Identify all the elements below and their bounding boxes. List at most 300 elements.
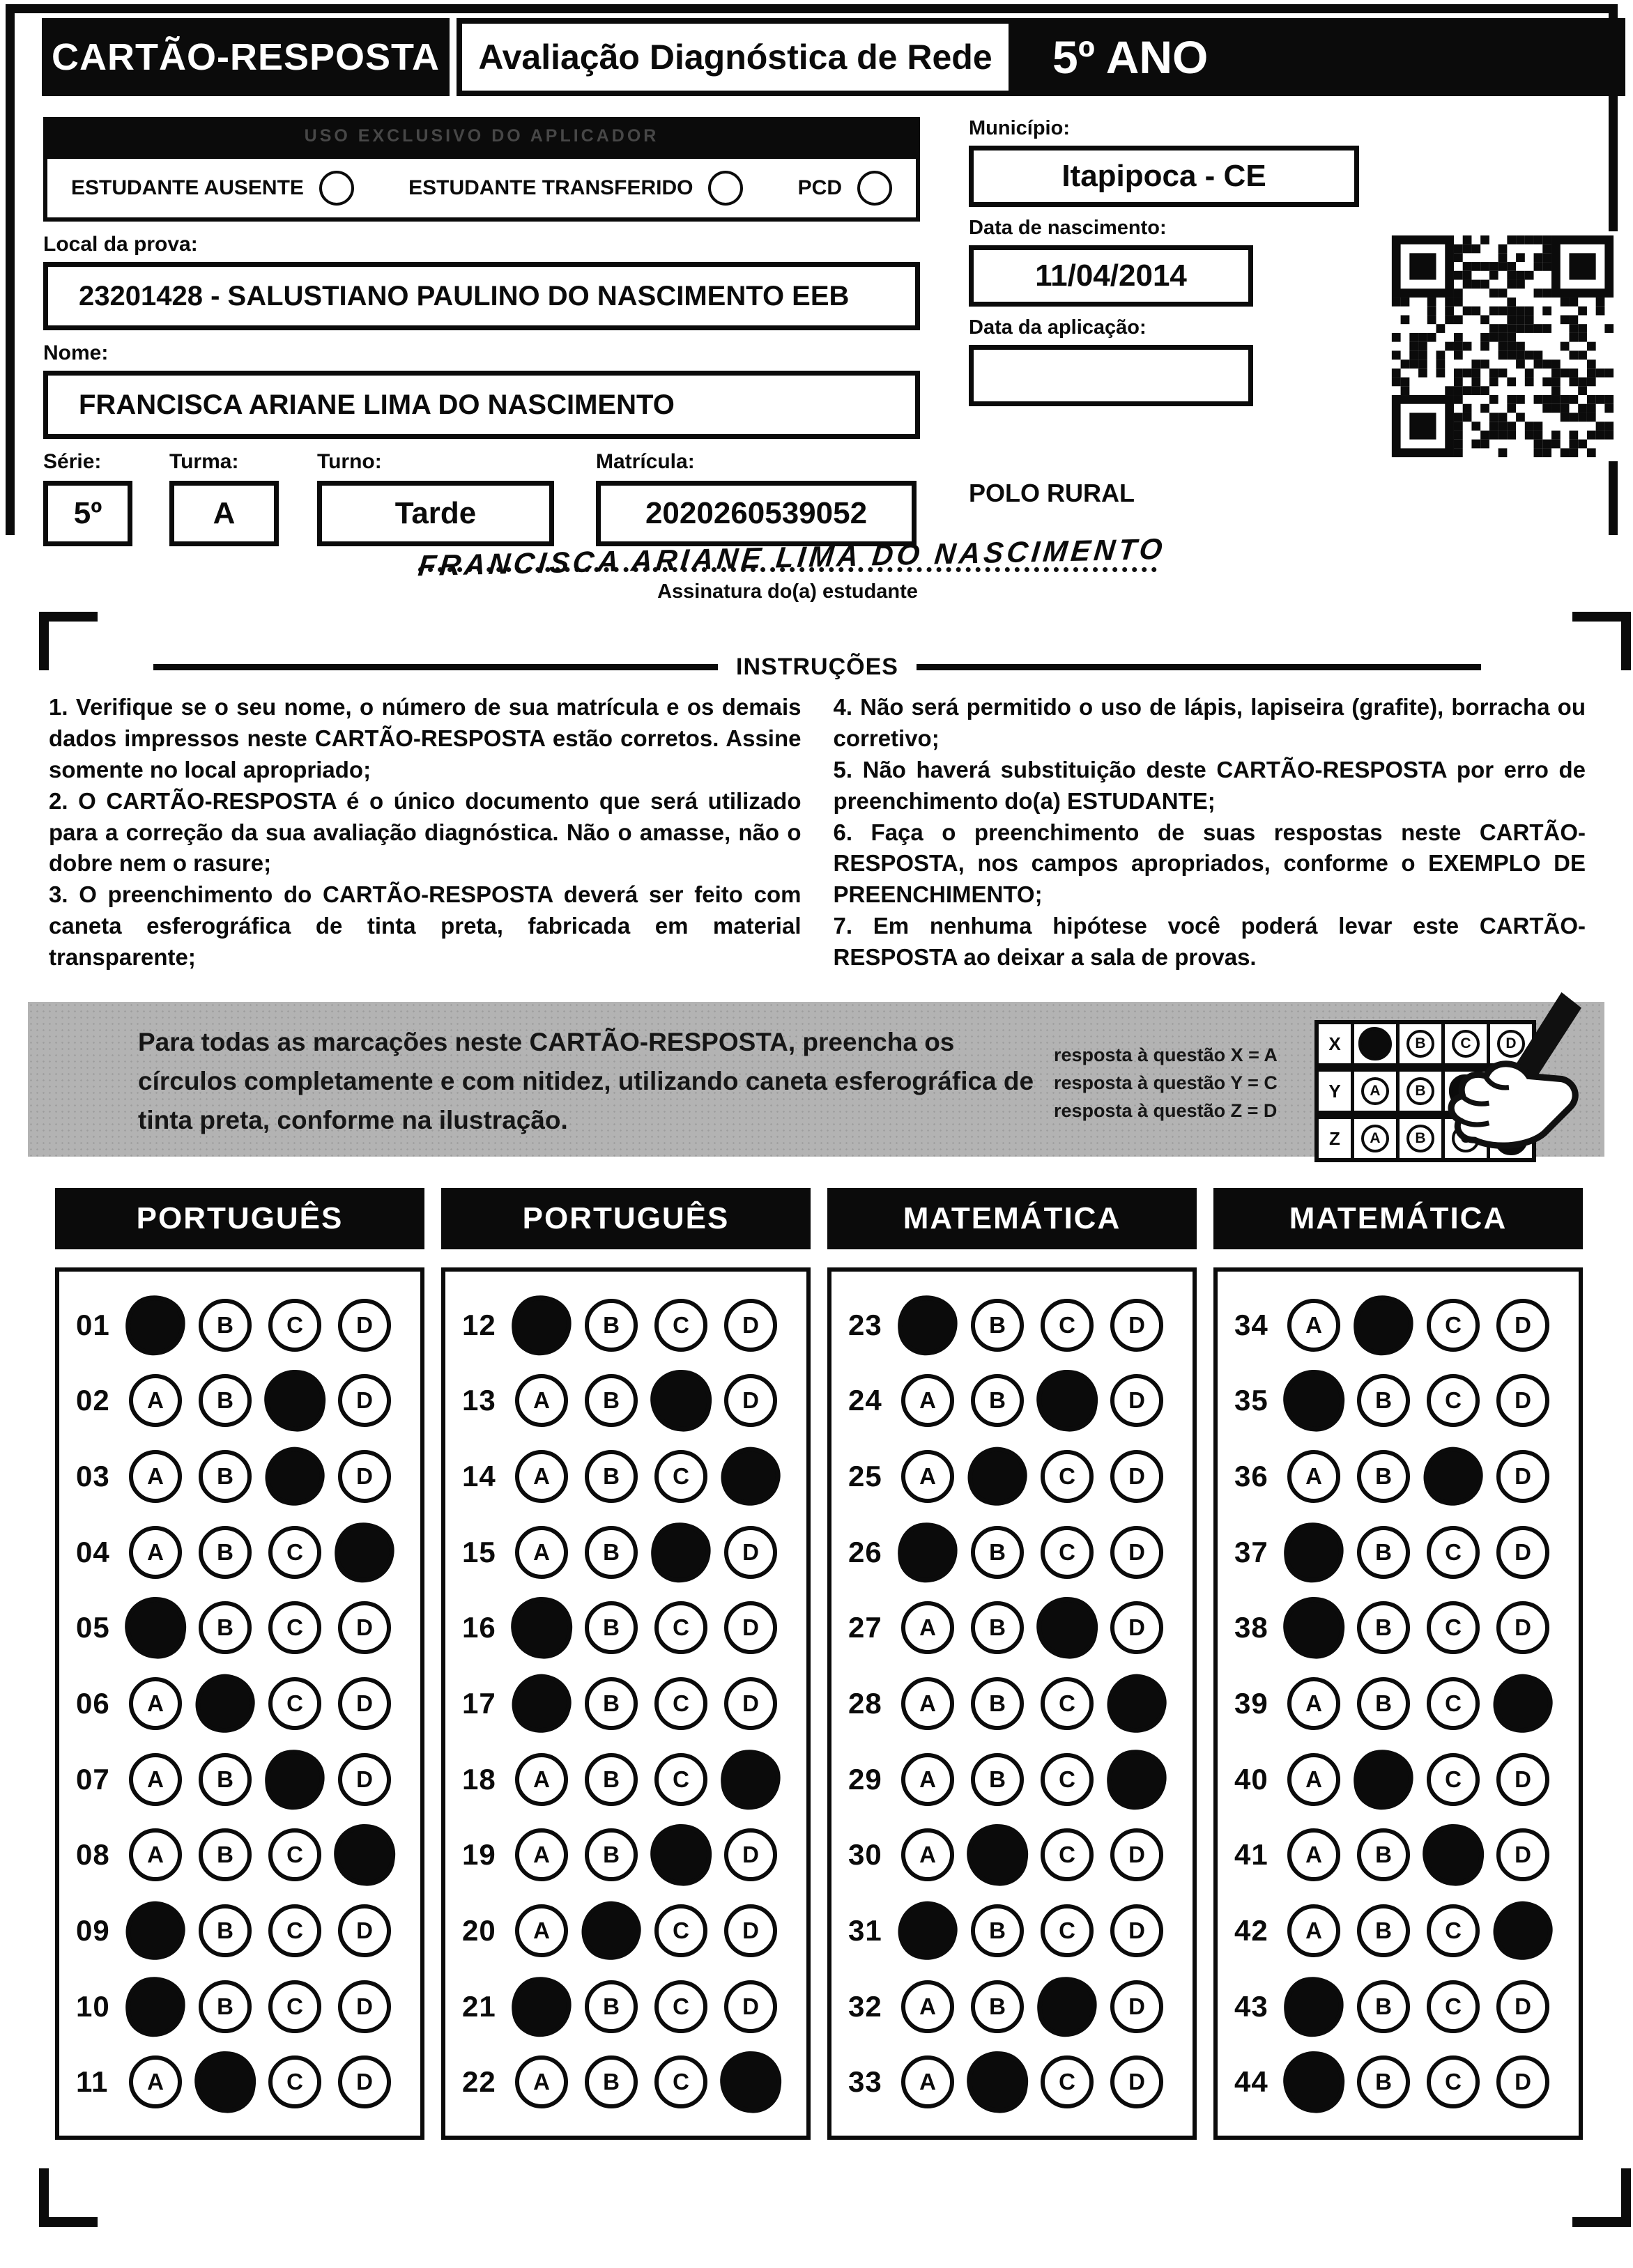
applicator-bar: USO EXCLUSIVO DO APLICADOR — [43, 117, 920, 155]
answer-bubble-38-A[interactable] — [1279, 1593, 1349, 1663]
question-row — [76, 1677, 420, 1730]
question-row — [462, 1526, 806, 1579]
question-number: 34 — [1234, 1308, 1268, 1341]
answer-bubble-04-B[interactable]: B — [199, 1526, 252, 1579]
answer-bubble-35-A[interactable] — [1279, 1366, 1349, 1436]
answer-bubble-24-A[interactable]: A — [901, 1374, 954, 1427]
answer-bubble-03-C[interactable] — [259, 1440, 330, 1512]
answer-bubble-28-A[interactable]: A — [901, 1677, 954, 1730]
answer-bubble-10-A[interactable] — [123, 1973, 188, 2039]
answer-bubble-30-D[interactable]: D — [1110, 1828, 1163, 1881]
answer-bubble-01-D[interactable]: D — [338, 1299, 391, 1352]
answer-bubble-01-C[interactable]: C — [268, 1299, 321, 1352]
question-row — [76, 1828, 420, 1881]
turma-group — [169, 450, 279, 546]
answer-bubble-14-A[interactable]: A — [515, 1450, 568, 1503]
registration-corner-bottom-right — [1572, 2168, 1631, 2227]
answer-bubble-11-C[interactable]: C — [268, 2055, 321, 2108]
instruction-item: 5. Não haverá substituição deste CARTÃO-RESPOSTA por erro de preenchimento do(a) ESTUDANTE; — [833, 756, 1586, 814]
answer-bubble-14-D[interactable] — [714, 1440, 786, 1512]
answer-bubble-28-B[interactable]: B — [971, 1677, 1024, 1730]
answer-bubble-35-C[interactable]: C — [1427, 1374, 1480, 1427]
answer-bubble-08-C[interactable]: C — [268, 1828, 321, 1881]
municipio-value-box: Itapipoca - CE — [969, 146, 1359, 207]
answer-bubble-13-C[interactable] — [646, 1366, 716, 1436]
example-bubble-Z-B[interactable]: B — [1406, 1125, 1434, 1152]
question-row — [848, 1753, 1193, 1806]
question-row — [848, 2055, 1193, 2108]
answer-bubble-23-C[interactable]: C — [1041, 1299, 1094, 1352]
answer-bubble-40-B[interactable] — [1351, 1746, 1416, 1812]
answer-bubble-21-D[interactable]: D — [724, 1980, 777, 2033]
question-number: 23 — [848, 1308, 882, 1341]
question-number: 21 — [462, 1989, 496, 2023]
answers-region — [0, 1188, 1633, 2150]
question-row — [848, 1450, 1193, 1503]
aplicacao-value-box — [969, 345, 1253, 406]
question-number: 25 — [848, 1459, 882, 1492]
example-bubble-Y-A[interactable]: A — [1361, 1077, 1389, 1105]
answer-bubble-32-B[interactable]: B — [971, 1980, 1024, 2033]
question-row — [1234, 1904, 1579, 1957]
question-row — [76, 1601, 420, 1654]
question-row — [1234, 1374, 1579, 1427]
question-number: 01 — [76, 1308, 110, 1341]
answer-bubble-42-A[interactable]: A — [1287, 1904, 1340, 1957]
hand-pen-illustration — [1422, 992, 1600, 1166]
question-row — [462, 1299, 806, 1352]
question-row — [1234, 1753, 1579, 1806]
answer-bubble-44-A[interactable] — [1279, 2047, 1349, 2117]
question-number: 31 — [848, 1913, 882, 1947]
answer-bubble-15-D[interactable]: D — [724, 1526, 777, 1579]
question-row — [76, 1526, 420, 1579]
answer-bubble-26-A[interactable] — [895, 1519, 960, 1584]
example-row-label: Z — [1329, 1127, 1340, 1149]
example-caption: resposta à questão X = A — [1054, 1044, 1278, 1065]
answer-grid — [55, 1267, 424, 2140]
serie-group — [43, 450, 132, 546]
answer-bubble-23-D[interactable]: D — [1110, 1299, 1163, 1352]
example-cell — [1354, 1119, 1400, 1158]
answer-bubble-36-B[interactable]: B — [1357, 1450, 1410, 1503]
answer-bubble-11-D[interactable]: D — [338, 2055, 391, 2108]
answer-bubble-22-A[interactable]: A — [515, 2055, 568, 2108]
question-number: 16 — [462, 1611, 496, 1644]
answer-bubble-03-D[interactable]: D — [338, 1450, 391, 1503]
instructions-left-column — [49, 692, 802, 973]
answer-bubble-37-C[interactable]: C — [1427, 1526, 1480, 1579]
answer-bubble-10-B[interactable]: B — [199, 1980, 252, 2033]
answer-bubble-15-B[interactable]: B — [585, 1526, 638, 1579]
example-banner-text: Para todas as marcações neste CARTÃO-RESPOSTA, preencha os círculos completamente e com nitidez, utilizando caneta esferográfica de tinta preta, conforme na ilustração. — [138, 1028, 1034, 1135]
question-number: 36 — [1234, 1459, 1268, 1492]
question-row — [462, 1980, 806, 2033]
answer-bubble-18-D[interactable] — [718, 1746, 783, 1812]
answer-bubble-10-C[interactable]: C — [268, 1980, 321, 2033]
status-options-box — [43, 155, 920, 222]
question-number: 11 — [76, 2065, 109, 2099]
answer-bubble-06-B[interactable] — [189, 1667, 261, 1739]
answer-bubble-20-D[interactable]: D — [724, 1904, 777, 1957]
answer-bubble-17-B[interactable]: B — [585, 1677, 638, 1730]
example-banner — [28, 1002, 1604, 1157]
answer-bubble-12-A[interactable] — [509, 1292, 574, 1357]
answer-bubble-09-D[interactable]: D — [338, 1904, 391, 1957]
status-option-bubble[interactable] — [319, 171, 354, 206]
answer-bubble-25-A[interactable]: A — [901, 1450, 954, 1503]
example-bubble-X-A[interactable] — [1358, 1027, 1392, 1060]
nome-value-box: FRANCISCA ARIANE LIMA DO NASCIMENTO — [43, 371, 920, 439]
question-number: 33 — [848, 2065, 882, 2099]
status-option-3 — [798, 171, 892, 206]
matricula-group — [596, 450, 917, 546]
answer-bubble-10-D[interactable]: D — [338, 1980, 391, 2033]
answer-bubble-41-A[interactable]: A — [1287, 1828, 1340, 1881]
card-title: CARTÃO-RESPOSTA — [42, 18, 450, 96]
signature-block — [416, 532, 1167, 603]
answer-bubble-40-D[interactable]: D — [1496, 1753, 1549, 1806]
answer-bubble-30-B[interactable] — [963, 1820, 1032, 1890]
answer-bubble-38-B[interactable]: B — [1357, 1601, 1410, 1654]
status-option-label: PCD — [797, 176, 842, 199]
question-number: 19 — [462, 1838, 496, 1872]
question-number: 29 — [848, 1762, 882, 1796]
example-caption: resposta à questão Y = C — [1054, 1072, 1278, 1093]
student-data-left — [43, 117, 920, 546]
answer-bubble-20-B[interactable] — [575, 1895, 647, 1966]
answer-bubble-05-C[interactable]: C — [268, 1601, 321, 1654]
answer-bubble-35-B[interactable]: B — [1357, 1374, 1410, 1427]
question-row — [1234, 1526, 1579, 1579]
answer-bubble-33-A[interactable]: A — [901, 2055, 954, 2108]
answer-grid — [827, 1267, 1197, 2140]
example-row-label: X — [1328, 1033, 1341, 1054]
answer-bubble-29-B[interactable]: B — [971, 1753, 1024, 1806]
matricula-value-box: 2020260539052 — [596, 481, 917, 546]
example-bubble-X-C[interactable]: C — [1452, 1030, 1480, 1058]
answer-bubble-02-D[interactable]: D — [338, 1374, 391, 1427]
answer-bubble-38-C[interactable]: C — [1427, 1601, 1480, 1654]
answer-bubble-04-D[interactable] — [332, 1519, 397, 1584]
instructions-right-column — [834, 692, 1586, 973]
answer-bubble-28-C[interactable]: C — [1041, 1677, 1094, 1730]
answer-bubble-34-D[interactable]: D — [1496, 1299, 1549, 1352]
answer-bubble-34-C[interactable]: C — [1427, 1299, 1480, 1352]
answer-bubble-26-D[interactable]: D — [1110, 1526, 1163, 1579]
instruction-item: 1. Verifique se o seu nome, o número de sua matrícula e os demais dados impressos neste CARTÃO-RESPOSTA estão corretos. Assine somente no local apropriado; — [49, 694, 802, 782]
answer-bubble-28-D[interactable] — [1101, 1667, 1172, 1739]
question-row — [1234, 1828, 1579, 1881]
example-bubble-Y-B[interactable]: B — [1406, 1077, 1434, 1105]
answer-bubble-36-A[interactable]: A — [1287, 1450, 1340, 1503]
answer-bubble-25-C[interactable]: C — [1041, 1450, 1094, 1503]
answer-column-title: MATEMÁTICA — [1213, 1188, 1583, 1249]
example-bubble-X-D[interactable]: D — [1497, 1030, 1525, 1058]
status-option-2 — [408, 171, 743, 206]
question-row — [462, 2055, 806, 2108]
answer-bubble-42-B[interactable]: B — [1357, 1904, 1410, 1957]
matricula-label: Matrícula: — [596, 450, 695, 473]
exam-title: Avaliação Diagnóstica de Rede — [457, 18, 1014, 96]
turma-label: Turma: — [169, 450, 239, 473]
answer-bubble-06-C[interactable]: C — [268, 1677, 321, 1730]
answer-column-1 — [55, 1188, 424, 2140]
answer-bubble-16-D[interactable]: D — [724, 1601, 777, 1654]
answer-bubble-26-C[interactable]: C — [1041, 1526, 1094, 1579]
question-number: 22 — [462, 2065, 496, 2099]
example-cell — [1354, 1072, 1400, 1111]
answer-bubble-01-A[interactable] — [123, 1292, 188, 1357]
answer-bubble-41-D[interactable]: D — [1496, 1828, 1549, 1881]
answer-bubble-16-C[interactable]: C — [654, 1601, 707, 1654]
answer-bubble-15-C[interactable] — [648, 1519, 714, 1584]
answer-bubble-29-A[interactable]: A — [901, 1753, 954, 1806]
question-row — [848, 1828, 1193, 1881]
answer-bubble-06-D[interactable]: D — [338, 1677, 391, 1730]
answer-bubble-34-A[interactable]: A — [1287, 1299, 1340, 1352]
question-number: 05 — [76, 1611, 110, 1644]
question-row — [462, 1677, 806, 1730]
answer-bubble-08-A[interactable]: A — [129, 1828, 182, 1881]
question-number: 04 — [76, 1535, 110, 1568]
question-number: 24 — [848, 1384, 882, 1417]
answer-bubble-39-A[interactable]: A — [1287, 1677, 1340, 1730]
question-row — [1234, 1677, 1579, 1730]
answer-bubble-31-D[interactable]: D — [1110, 1904, 1163, 1957]
answer-bubble-32-C[interactable] — [1034, 1973, 1100, 2039]
answer-bubble-19-B[interactable]: B — [585, 1828, 638, 1881]
question-number: 14 — [462, 1459, 496, 1492]
answer-bubble-34-B[interactable] — [1351, 1292, 1416, 1357]
answer-bubble-18-B[interactable]: B — [585, 1753, 638, 1806]
answer-bubble-14-B[interactable]: B — [585, 1450, 638, 1503]
turma-value-box: A — [169, 481, 279, 546]
answer-bubble-20-A[interactable]: A — [515, 1904, 568, 1957]
answer-bubble-02-B[interactable]: B — [199, 1374, 252, 1427]
question-number: 44 — [1234, 2065, 1268, 2099]
question-number: 09 — [76, 1913, 110, 1947]
answer-bubble-15-A[interactable]: A — [515, 1526, 568, 1579]
answer-bubble-06-A[interactable]: A — [129, 1677, 182, 1730]
answer-bubble-22-D[interactable] — [716, 2047, 785, 2117]
answer-bubble-33-D[interactable]: D — [1110, 2055, 1163, 2108]
answer-bubble-13-A[interactable]: A — [515, 1374, 568, 1427]
answer-bubble-39-C[interactable]: C — [1427, 1677, 1480, 1730]
instructions-title-row — [153, 654, 1481, 681]
answer-bubble-12-D[interactable]: D — [724, 1299, 777, 1352]
answer-bubble-18-A[interactable]: A — [515, 1753, 568, 1806]
answer-bubble-38-D[interactable]: D — [1496, 1601, 1549, 1654]
answer-bubble-24-C[interactable] — [1032, 1366, 1102, 1436]
answer-bubble-24-B[interactable]: B — [971, 1374, 1024, 1427]
answer-bubble-21-B[interactable]: B — [585, 1980, 638, 2033]
qr-code — [1386, 231, 1620, 461]
question-row — [848, 1904, 1193, 1957]
question-row — [848, 1980, 1193, 2033]
answer-grid — [441, 1267, 811, 2140]
question-row — [76, 1450, 420, 1503]
answer-bubble-39-D[interactable] — [1487, 1667, 1558, 1739]
answer-bubble-37-D[interactable]: D — [1496, 1526, 1549, 1579]
status-option-bubble[interactable] — [857, 171, 892, 206]
question-number: 17 — [462, 1686, 496, 1720]
status-option-bubble[interactable] — [708, 171, 743, 206]
answer-bubble-04-A[interactable]: A — [129, 1526, 182, 1579]
answer-bubble-11-B[interactable] — [190, 2047, 260, 2117]
instruction-item: 3. O preenchimento do CARTÃO-RESPOSTA deverá ser feito com caneta esferográfica de tinta preta, fabricada em material transparente; — [49, 881, 802, 970]
answer-bubble-40-A[interactable]: A — [1287, 1753, 1340, 1806]
question-row — [76, 1980, 420, 2033]
answer-bubble-43-D[interactable]: D — [1496, 1980, 1549, 2033]
answer-bubble-18-C[interactable]: C — [654, 1753, 707, 1806]
answer-bubble-19-A[interactable]: A — [515, 1828, 568, 1881]
answer-bubble-09-C[interactable]: C — [268, 1904, 321, 1957]
answer-bubble-44-B[interactable]: B — [1357, 2055, 1410, 2108]
answer-bubble-39-B[interactable]: B — [1357, 1677, 1410, 1730]
answer-bubble-13-B[interactable]: B — [585, 1374, 638, 1427]
serie-turma-turno-matricula-row — [43, 450, 920, 546]
question-number: 42 — [1234, 1913, 1268, 1947]
example-bubble-X-B[interactable]: B — [1406, 1030, 1434, 1058]
question-row — [848, 1601, 1193, 1654]
question-row — [76, 1904, 420, 1957]
answer-bubble-03-B[interactable]: B — [199, 1450, 252, 1503]
header-gap — [450, 18, 457, 96]
example-cell — [1354, 1024, 1400, 1063]
answer-bubble-07-B[interactable]: B — [199, 1753, 252, 1806]
answer-bubble-01-B[interactable]: B — [199, 1299, 252, 1352]
answer-bubble-25-B[interactable] — [961, 1440, 1033, 1512]
answer-bubble-35-D[interactable]: D — [1496, 1374, 1549, 1427]
answer-bubble-26-B[interactable]: B — [971, 1526, 1024, 1579]
answer-bubble-29-D[interactable] — [1104, 1746, 1170, 1812]
answer-bubble-02-C[interactable] — [260, 1366, 330, 1436]
answer-bubble-31-A[interactable] — [891, 1895, 963, 1966]
question-number: 03 — [76, 1459, 110, 1492]
question-number: 07 — [76, 1762, 110, 1796]
answer-bubble-08-B[interactable]: B — [199, 1828, 252, 1881]
question-number: 28 — [848, 1686, 882, 1720]
answer-bubble-33-C[interactable]: C — [1041, 2055, 1094, 2108]
answer-bubble-12-C[interactable]: C — [654, 1299, 707, 1352]
answer-bubble-08-D[interactable] — [330, 1820, 399, 1890]
answer-bubble-32-D[interactable]: D — [1110, 1980, 1163, 2033]
answer-bubble-13-D[interactable]: D — [724, 1374, 777, 1427]
answer-bubble-23-A[interactable] — [895, 1292, 960, 1357]
answer-bubble-37-A[interactable] — [1281, 1519, 1347, 1584]
answer-bubble-07-C[interactable] — [262, 1746, 328, 1812]
answer-bubble-23-B[interactable]: B — [971, 1299, 1024, 1352]
answer-bubble-07-A[interactable]: A — [129, 1753, 182, 1806]
answer-bubble-30-A[interactable]: A — [901, 1828, 954, 1881]
answer-bubble-21-A[interactable] — [509, 1973, 574, 2039]
answer-bubble-09-A[interactable] — [119, 1895, 191, 1966]
answer-bubble-27-D[interactable]: D — [1110, 1601, 1163, 1654]
question-number: 26 — [848, 1535, 882, 1568]
answer-bubble-17-C[interactable]: C — [654, 1677, 707, 1730]
answer-bubble-36-D[interactable]: D — [1496, 1450, 1549, 1503]
aplicacao-label: Data da aplicação: — [969, 316, 1147, 339]
question-row — [1234, 2055, 1579, 2108]
answer-bubble-07-D[interactable]: D — [338, 1753, 391, 1806]
answer-bubble-43-B[interactable]: B — [1357, 1980, 1410, 2033]
status-option-1 — [71, 171, 354, 206]
status-option-label: ESTUDANTE AUSENTE — [71, 176, 304, 199]
answer-column-3 — [827, 1188, 1197, 2140]
answer-bubble-37-B[interactable]: B — [1357, 1526, 1410, 1579]
answer-bubble-36-C[interactable] — [1417, 1440, 1489, 1512]
answer-bubble-11-A[interactable]: A — [129, 2055, 182, 2108]
serie-label: Série: — [43, 450, 102, 473]
answer-bubble-17-D[interactable]: D — [724, 1677, 777, 1730]
answer-bubble-44-C[interactable]: C — [1427, 2055, 1480, 2108]
question-row — [848, 1299, 1193, 1352]
answer-bubble-19-D[interactable]: D — [724, 1828, 777, 1881]
question-row — [462, 1828, 806, 1881]
answer-bubble-22-B[interactable]: B — [585, 2055, 638, 2108]
answer-bubble-22-C[interactable]: C — [654, 2055, 707, 2108]
answer-bubble-32-A[interactable]: A — [901, 1980, 954, 2033]
answer-bubble-14-C[interactable]: C — [654, 1450, 707, 1503]
question-number: 37 — [1234, 1535, 1268, 1568]
answer-bubble-27-B[interactable]: B — [971, 1601, 1024, 1654]
answer-bubble-03-A[interactable]: A — [129, 1450, 182, 1503]
answer-bubble-41-C[interactable] — [1418, 1820, 1488, 1890]
answer-bubble-41-B[interactable]: B — [1357, 1828, 1410, 1881]
answer-bubble-31-B[interactable]: B — [971, 1904, 1024, 1957]
answer-bubble-43-A[interactable] — [1281, 1973, 1347, 2039]
question-number: 10 — [76, 1989, 110, 2023]
turno-value-box: Tarde — [317, 481, 554, 546]
answer-bubble-27-A[interactable]: A — [901, 1601, 954, 1654]
answer-bubble-05-A[interactable] — [121, 1593, 190, 1663]
answer-bubble-16-B[interactable]: B — [585, 1601, 638, 1654]
example-bubble-Z-A[interactable]: A — [1361, 1125, 1389, 1152]
instructions-columns — [49, 692, 1586, 973]
answer-bubble-42-C[interactable]: C — [1427, 1904, 1480, 1957]
answer-bubble-29-C[interactable]: C — [1041, 1753, 1094, 1806]
answer-bubble-30-C[interactable]: C — [1041, 1828, 1094, 1881]
answer-bubble-31-C[interactable]: C — [1041, 1904, 1094, 1957]
question-row — [1234, 1601, 1579, 1654]
answer-bubble-33-B[interactable] — [963, 2047, 1032, 2117]
answer-bubble-12-B[interactable]: B — [585, 1299, 638, 1352]
answer-bubble-09-B[interactable]: B — [199, 1904, 252, 1957]
answer-bubble-21-C[interactable]: C — [654, 1980, 707, 2033]
answer-bubble-25-D[interactable]: D — [1110, 1450, 1163, 1503]
question-number: 12 — [462, 1308, 496, 1341]
answer-bubble-24-D[interactable]: D — [1110, 1374, 1163, 1427]
answer-bubble-16-A[interactable] — [507, 1593, 576, 1663]
header — [42, 18, 1625, 96]
answer-bubble-40-C[interactable]: C — [1427, 1753, 1480, 1806]
question-row — [76, 1374, 420, 1427]
answer-bubble-44-D[interactable]: D — [1496, 2055, 1549, 2108]
answer-bubble-42-D[interactable] — [1487, 1895, 1558, 1966]
answer-bubble-02-A[interactable]: A — [129, 1374, 182, 1427]
answer-bubble-05-B[interactable]: B — [199, 1601, 252, 1654]
example-captions — [1054, 1041, 1278, 1125]
answer-bubble-20-C[interactable]: C — [654, 1904, 707, 1957]
answer-bubble-19-C[interactable] — [646, 1820, 716, 1890]
answer-bubble-04-C[interactable]: C — [268, 1526, 321, 1579]
answer-bubble-17-A[interactable] — [505, 1667, 577, 1739]
answer-bubble-27-C[interactable] — [1032, 1593, 1102, 1663]
answer-bubble-05-D[interactable]: D — [338, 1601, 391, 1654]
question-row — [1234, 1299, 1579, 1352]
answer-bubble-43-C[interactable]: C — [1427, 1980, 1480, 2033]
